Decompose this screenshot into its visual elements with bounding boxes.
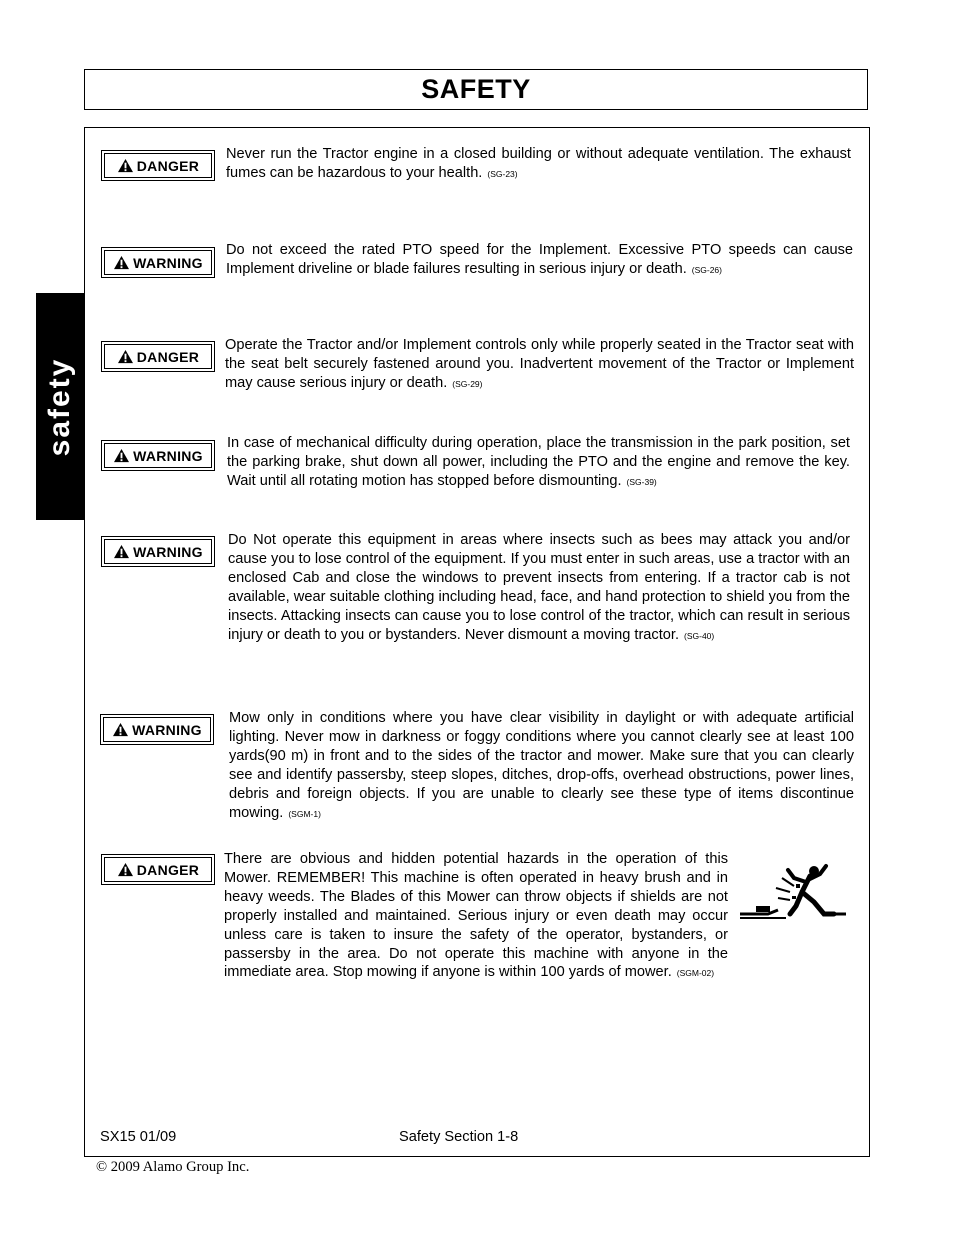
message-code: (SG-39) (626, 476, 657, 487)
safety-message (227, 434, 850, 492)
safety-message (229, 709, 854, 823)
danger-badge (101, 341, 215, 372)
message-text: Never run the Tractor engine in a closed building or without adequate ventilation. The exhaust fumes can be hazardous to your health. (226, 146, 851, 181)
page-title-box (84, 69, 868, 110)
safety-message (228, 531, 850, 645)
warning-badge (101, 536, 215, 567)
footer-model: SX15 01/09 (100, 1129, 177, 1145)
safety-message (226, 145, 851, 184)
message-text: In case of mechanical difficulty during operation, place the transmission in the park position, set the parking brake, shut down all power, including the PTO and the engine and remove the key. Wait until all rotating motion has stopped before dismounting. (227, 435, 850, 489)
safety-message (224, 850, 728, 983)
signal-word: DANGER (136, 348, 200, 365)
side-tab-label: safety (43, 357, 76, 456)
page-title: SAFETY (421, 74, 531, 104)
warning-badge (100, 714, 214, 745)
message-text: Do not exceed the rated PTO speed for the Implement. Excessive PTO speeds can cause Implement driveline or blade failures resulting in serious injury or death. (226, 242, 853, 277)
signal-word: WARNING (132, 721, 202, 738)
message-code: (SG-29) (452, 378, 483, 389)
warning-triangle-icon (117, 349, 134, 364)
message-text: There are obvious and hidden potential hazards in the operation of this Mower. REMEMBER! This machine is often operated in heavy brush and in heavy weeds. The Blades of this Mower can throw objects if shields are not properly installed and maintained. Serious injury or even death may occur unless care is taken to insure the safety of the operator, bystanders, or passersby in the area. Do not operate this machine with anyone in the immediate area. Stop mowing if anyone is within 100 yards of mower. (224, 851, 728, 981)
safety-message (225, 336, 854, 394)
thrown-object-hazard-icon (738, 862, 848, 922)
message-code: (SG-40) (684, 630, 715, 641)
message-code: (SG-23) (487, 168, 518, 179)
warning-triangle-icon (117, 862, 134, 877)
danger-badge (101, 150, 215, 181)
signal-word: WARNING (133, 447, 203, 464)
warning-triangle-icon (113, 255, 130, 270)
warning-badge (101, 440, 215, 471)
danger-badge (101, 854, 215, 885)
message-text: Operate the Tractor and/or Implement controls only while properly seated in the Tractor seat with the seat belt securely fastened around you. Inadvertent movement of the Tractor or Implement may cause serious injury or death. (225, 337, 854, 391)
warning-triangle-icon (117, 158, 134, 173)
warning-triangle-icon (113, 544, 130, 559)
safety-message (226, 241, 853, 280)
footer-section: Safety Section 1-8 (399, 1129, 519, 1145)
warning-badge (101, 247, 215, 278)
warning-triangle-icon (113, 448, 130, 463)
message-code: (SGM-1) (288, 808, 321, 819)
signal-word: DANGER (136, 157, 200, 174)
signal-word: DANGER (136, 861, 200, 878)
warning-triangle-icon (112, 722, 129, 737)
message-code: (SG-26) (691, 264, 722, 275)
section-side-tab (36, 293, 84, 520)
message-code: (SGM-02) (676, 968, 715, 979)
message-text: Mow only in conditions where you have clear visibility in daylight or with adequate artificial lighting. Never mow in darkness or foggy conditions where you cannot clearly see at least 100 yards(90 m) in front and to the sides of the tractor and mower. Make sure that you can clearly see and identify passersby, steep slopes, ditches, drop-offs, overhead obstructions, power lines, debris and foreign objects. If you are unable to clearly see these type of items discontinue mowing. (229, 710, 854, 821)
signal-word: WARNING (133, 543, 203, 560)
copyright: © 2009 Alamo Group Inc. (96, 1159, 250, 1175)
signal-word: WARNING (133, 254, 203, 271)
message-text: Do Not operate this equipment in areas where insects such as bees may attack you and/or cause you to lose control of the equipment. If you must enter in such areas, use a tractor with an enclosed Cab and close the windows to prevent insects from entering. If a tractor cab is not available, wear suitable clothing including head, face, and hand protection to shield you from the insects. Attacking insects can cause you to lose control of the tractor, which can result in serious injury or death to you or bystanders. Never dismount a moving tractor. (228, 532, 850, 643)
